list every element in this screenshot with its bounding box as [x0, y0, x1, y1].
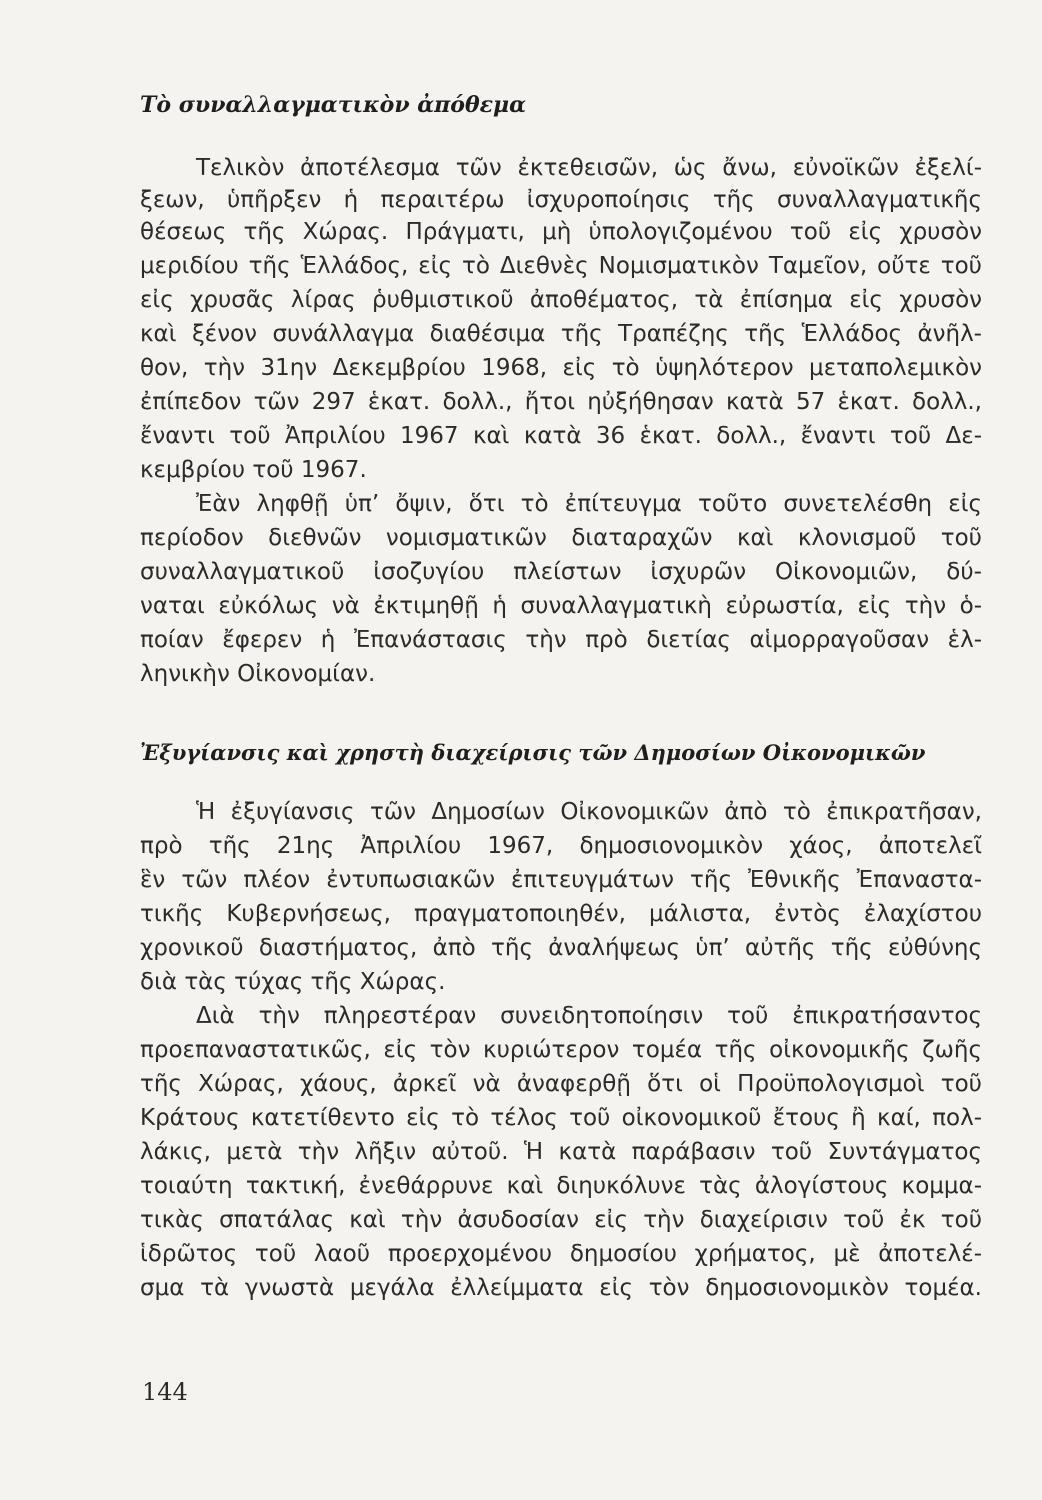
text-line: ξεων, ὑπῆρξεν ἡ περαιτέρω ἰσχυροποίησις τῆς συναλλαγματικῆς: [140, 187, 982, 213]
text-line: Τελικὸν ἀποτέλεσμα τῶν ἐκτεθεισῶν, ὡς ἄνω, εὐνοϊκῶν ἐξελί-: [196, 155, 982, 181]
text-line: ἔναντι τοῦ Ἀπριλίου 1967 καὶ κατὰ 36 ἑκατ. δολλ., ἔναντι τοῦ Δε-: [140, 423, 982, 449]
text-line: χρονικοῦ διαστήματος, ἀπὸ τῆς ἀναλήψεως ὑπ’ αὐτῆς τῆς εὐθύνης: [140, 935, 982, 961]
text-line: καὶ ξένον συνάλλαγμα διαθέσιμα τῆς Τραπέζης τῆς Ἑλλάδος ἀνῆλ-: [140, 321, 982, 347]
text-line: τῆς Χώρας, χάους, ἀρκεῖ νὰ ἀναφερθῇ ὅτι οἱ Προϋπολογισμοὶ τοῦ: [140, 1071, 982, 1097]
text-line: τικῆς Κυβερνήσεως, πραγματοποιηθέν, μάλιστα, ἐντὸς ἐλαχίστου: [140, 901, 982, 927]
text-line: θέσεως τῆς Χώρας. Πράγματι, μὴ ὑπολογιζομένου τοῦ εἰς χρυσὸν: [140, 219, 982, 245]
text-line: μεριδίου τῆς Ἑλλάδος, εἰς τὸ Διεθνὲς Νομισματικὸν Ταμεῖον, οὔτε τοῦ: [140, 253, 982, 279]
text-line: σμα τὰ γνωστὰ μεγάλα ἐλλείμματα εἰς τὸν δημοσιονομικὸν τομέα.: [140, 1275, 982, 1301]
text-line: τικὰς σπατάλας καὶ τὴν ἀσυδοσίαν εἰς τὴν διαχείρισιν τοῦ ἐκ τοῦ: [140, 1207, 982, 1233]
text-line: εἰς χρυσᾶς λίρας ῥυθμιστικοῦ ἀποθέματος, τὰ ἐπίσημα εἰς χρυσὸν: [140, 287, 982, 313]
text-line: περίοδον διεθνῶν νομισματικῶν διαταραχῶν καὶ κλονισμοῦ τοῦ: [140, 525, 982, 551]
text-line: Ἐὰν ληφθῇ ὑπ’ ὄψιν, ὅτι τὸ ἐπίτευγμα τοῦτο συνετελέσθη εἰς: [196, 491, 982, 517]
text-line: λάκις, μετὰ τὴν λῆξιν αὐτοῦ. Ἡ κατὰ παράβασιν τοῦ Συντάγματος: [140, 1139, 982, 1165]
text-line: ληνικὴν Οἰκονομίαν.: [140, 661, 376, 687]
page-number: 144: [142, 1378, 188, 1406]
text-line: ποίαν ἔφερεν ἡ Ἐπανάστασις τὴν πρὸ διετίας αἱμορραγοῦσαν ἑλ-: [140, 627, 982, 653]
text-line: τοιαύτη τακτική, ἐνεθάρρυνε καὶ διηυκόλυνε τὰς ἀλογίστους κομμα-: [140, 1173, 982, 1199]
text-line: θον, τὴν 31ην Δεκεμβρίου 1968, εἰς τὸ ὑψηλότερον μεταπολεμικὸν: [140, 355, 982, 381]
section-heading-reserve: Τὸ συναλλαγματικὸν ἀπόθεμα: [140, 92, 527, 118]
text-line: πρὸ τῆς 21ης Ἀπριλίου 1967, δημοσιονομικὸν χάος, ἀποτελεῖ: [140, 833, 982, 859]
text-line: προεπαναστατικῶς, εἰς τὸν κυριώτερον τομέα τῆς οἰκονομικῆς ζωῆς: [140, 1037, 982, 1063]
text-line: κεμβρίου τοῦ 1967.: [140, 457, 367, 483]
text-line: ἐπίπεδον τῶν 297 ἑκατ. δολλ., ἤτοι ηὐξήθησαν κατὰ 57 ἑκατ. δολλ.,: [140, 389, 982, 415]
text-line: Διὰ τὴν πληρεστέραν συνειδητοποίησιν τοῦ ἐπικρατήσαντος: [196, 1003, 982, 1029]
text-line: ἓν τῶν πλέον ἐντυπωσιακῶν ἐπιτευγμάτων τῆς Ἐθνικῆς Ἐπαναστα-: [140, 867, 982, 893]
text-line: Ἡ ἐξυγίανσις τῶν Δημοσίων Οἰκονομικῶν ἀπὸ τὸ ἐπικρατῆσαν,: [196, 799, 982, 825]
section-heading-public-finances: Ἐξυγίανσις καὶ χρηστὴ διαχείρισις τῶν Δημοσίων Οἰκονομικῶν: [140, 740, 926, 765]
text-line: διὰ τὰς τύχας τῆς Χώρας.: [140, 969, 446, 995]
text-line: ναται εὐκόλως νὰ ἐκτιμηθῇ ἡ συναλλαγματικὴ εὐρωστία, εἰς τὴν ὁ-: [140, 593, 982, 619]
text-line: συναλλαγματικοῦ ἰσοζυγίου πλείστων ἰσχυρῶν Οἰκονομιῶν, δύ-: [140, 559, 982, 585]
text-line: Κράτους κατετίθεντο εἰς τὸ τέλος τοῦ οἰκονομικοῦ ἔτους ἢ καί, πολ-: [140, 1105, 982, 1131]
text-line: ἱδρῶτος τοῦ λαοῦ προερχομένου δημοσίου χρήματος, μὲ ἀποτελέ-: [140, 1241, 982, 1267]
